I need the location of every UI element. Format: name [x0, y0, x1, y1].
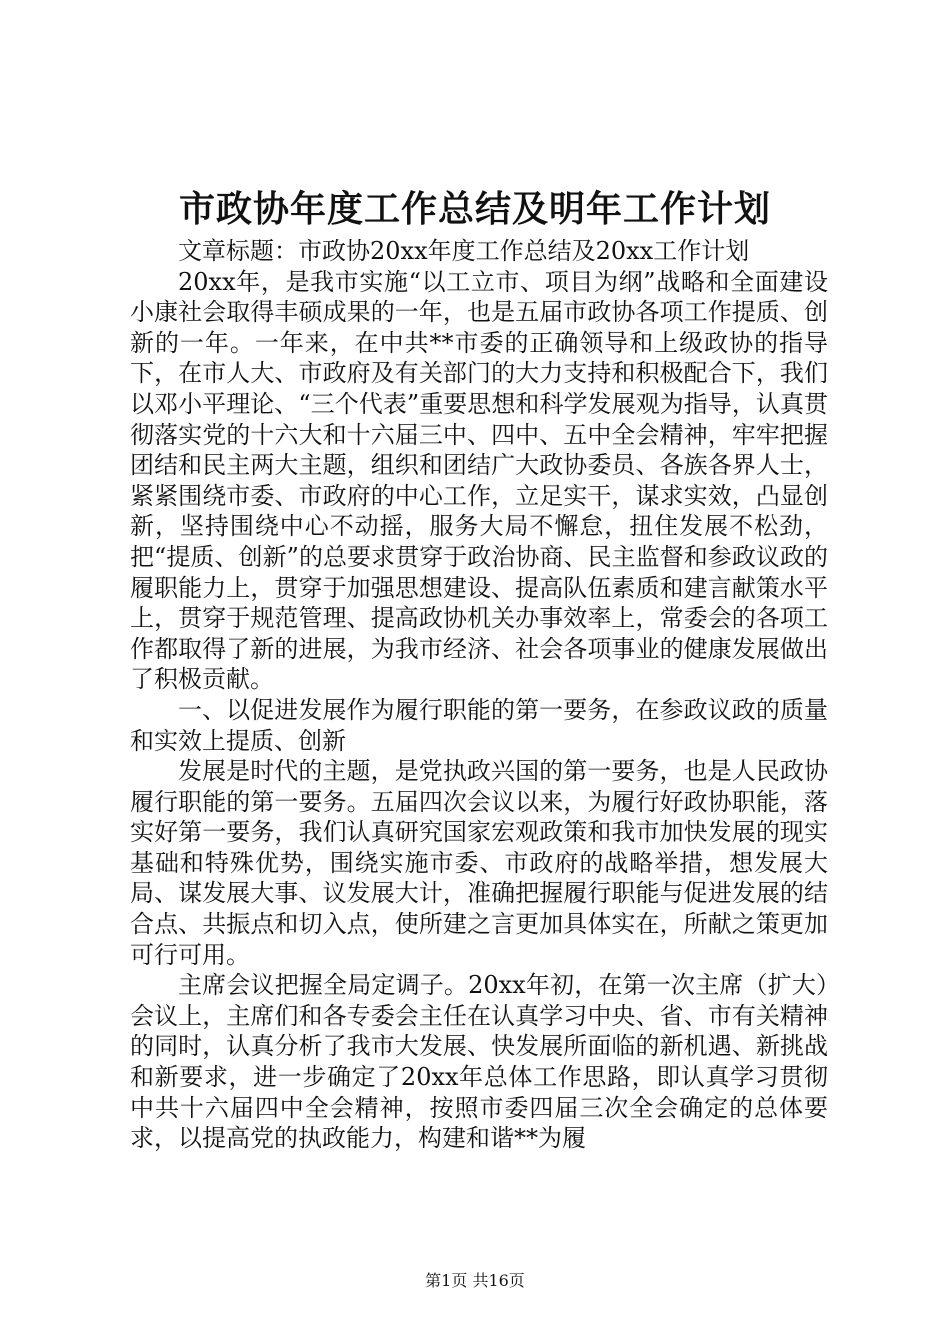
- document-body: [130, 236, 828, 1154]
- document-title: 市政协年度工作总结及明年工作计划: [178, 188, 771, 230]
- page-number-footer: 第1页 共16页: [425, 1271, 525, 1290]
- article-title-line: 文章标题：市政协20xx年度工作总结及20xx工作计划: [178, 237, 750, 265]
- section-heading-1: 一、以促进发展作为履行职能的第一要务，在参政议政的质量和实效上提质、创新: [130, 695, 828, 755]
- paragraph-chairman-meeting: 主席会议把握全局定调子。20xx年初，在第一次主席（扩大）会议上，主席们和各专委会主任在认真学习中央、省、市有关精神的同时，认真分析了我市大发展、快发展所面临的新机遇、新挑战和新要求，进一步确定了20xx年总体工作思路，即认真学习贯彻中共十六届四中全会精神，按照市委四届三次全会确定的总体要求，以提高党的执政能力，构建和谐**为履: [130, 971, 828, 1153]
- paragraph-development: 发展是时代的主题，是党执政兴国的第一要务，也是人民政协履行职能的第一要务。五届四次会议以来，为履行好政协职能，落实好第一要务，我们认真研究国家宏观政策和我市加快发展的现实基础和特殊优势，围绕实施市委、市政府的战略举措，想发展大局、谋发展大事、议发展大计，准确把握履行职能与促进发展的结合点、共振点和切入点，使所建之言更加具体实在，所献之策更加可行可用。: [130, 757, 828, 969]
- paragraph-intro: 20xx年，是我市实施“以工立市、项目为纲”战略和全面建设小康社会取得丰硕成果的一年，也是五届市政协各项工作提质、创新的一年。一年来，在中共**市委的正确领导和上级政协的指导下，在市人大、市政府及有关部门的大力支持和积极配合下，我们以邓小平理论、“三个代表”重要思想和科学发展观为指导，认真贯彻落实党的十六大和十六届三中、四中、五中全会精神，牢牢把握团结和民主两大主题，组织和团结广大政协委员、各族各界人士，紧紧围绕市委、市政府的中心工作，立足实干，谋求实效，凸显创新，坚持围绕中心不动摇，服务大局不懈怠，扭住发展不松劲，把“提质、创新”的总要求贯穿于政治协商、民主监督和参政议政的履职能力上，贯穿于加强思想建设、提高队伍素质和建言献策水平上，贯穿于规范管理、提高政协机关办事效率上，常委会的各项工作都取得了新的进展，为我市经济、社会各项事业的健康发展做出了积极贡献。: [130, 267, 828, 694]
